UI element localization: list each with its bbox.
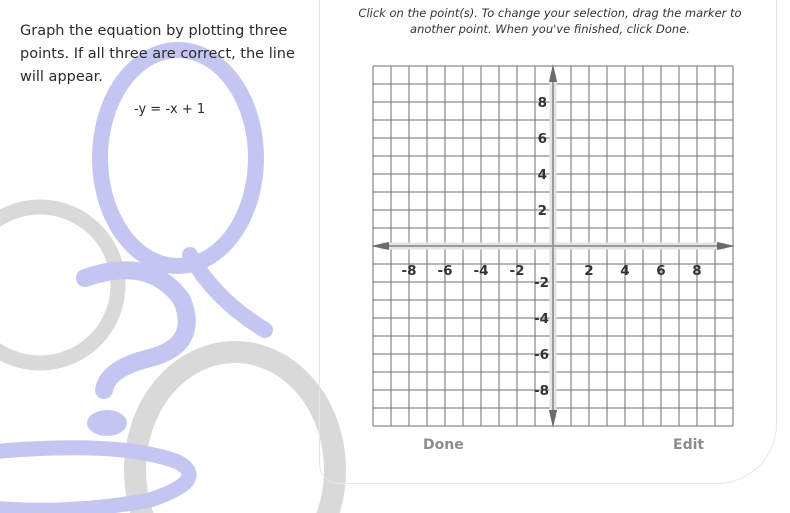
x-tick-label: 2: [584, 263, 594, 279]
graph-hint-text: Click on the point(s). To change your selection, drag the marker to another point. When you've finished, click Done.: [358, 6, 742, 36]
x-tick-label: 4: [620, 263, 630, 279]
y-tick-label: 2: [537, 203, 547, 219]
x-tick-label: -2: [509, 263, 525, 279]
y-tick-label: -2: [534, 275, 549, 291]
y-tick-label: 6: [537, 131, 547, 147]
x-tick-label: 8: [692, 263, 702, 279]
equation-text: -y = -x + 1: [134, 102, 206, 117]
decor-gray-circle-left: [0, 207, 118, 363]
coordinate-grid[interactable]: [360, 55, 750, 435]
edit-button[interactable]: Edit: [673, 437, 705, 453]
y-tick-label: -4: [534, 311, 549, 327]
question-instructions: Graph the equation by plotting three points. If all three are correct, the line will appear.: [20, 23, 295, 85]
y-tick-label: 8: [537, 95, 547, 111]
x-tick-label: -4: [473, 263, 489, 279]
x-tick-label: -6: [437, 263, 453, 279]
decor-lavender-question-dot: [87, 410, 127, 436]
x-tick-label: -8: [401, 263, 417, 279]
done-button[interactable]: Done: [423, 437, 464, 453]
x-tick-label: 6: [656, 263, 666, 279]
y-tick-label: 4: [537, 167, 547, 183]
y-tick-label: -6: [534, 347, 549, 363]
decor-lavender-swoosh: [0, 448, 189, 510]
decor-lavender-q-tail: [190, 255, 265, 330]
y-tick-label: -8: [534, 383, 549, 399]
